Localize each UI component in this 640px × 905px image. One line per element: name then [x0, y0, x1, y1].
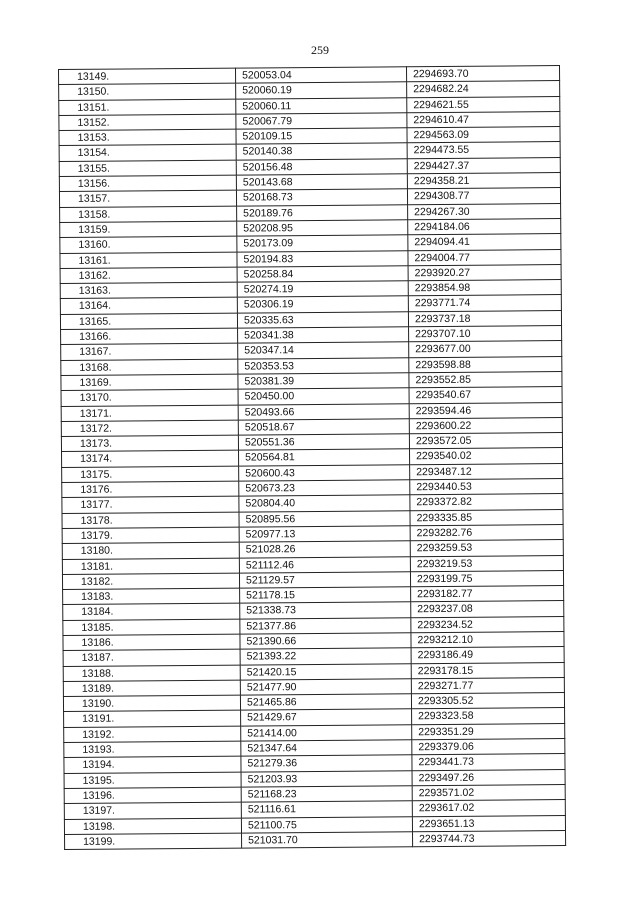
y-coordinate-cell: 2293441.73 — [412, 754, 565, 770]
x-coordinate-cell: 520189.76 — [237, 204, 408, 221]
x-coordinate-cell: 520208.95 — [237, 220, 408, 237]
x-coordinate-cell: 520804.40 — [239, 495, 410, 512]
y-coordinate-cell: 2294094.41 — [408, 234, 561, 250]
y-coordinate-cell: 2293744.73 — [413, 830, 566, 846]
point-id-cell: 13163. — [60, 282, 237, 299]
point-id-cell: 13172. — [61, 420, 238, 437]
y-coordinate-cell: 2293540.02 — [409, 448, 562, 464]
point-id-cell: 13195. — [64, 772, 241, 789]
point-id-cell: 13181. — [62, 558, 239, 575]
page-number: 259 — [311, 43, 329, 57]
point-id-cell: 13184. — [63, 603, 240, 620]
x-coordinate-cell: 521347.64 — [241, 740, 412, 757]
y-coordinate-cell: 2294473.55 — [407, 142, 560, 158]
x-coordinate-cell: 521377.86 — [240, 617, 411, 634]
x-coordinate-cell: 521338.73 — [240, 602, 411, 619]
x-coordinate-cell: 520143.68 — [236, 174, 407, 191]
point-id-cell: 13175. — [62, 466, 239, 483]
y-coordinate-cell: 2293737.18 — [408, 310, 561, 326]
point-id-cell: 13173. — [61, 435, 238, 452]
y-coordinate-cell: 2293617.02 — [412, 800, 565, 816]
point-id-cell: 13150. — [59, 83, 236, 100]
point-id-cell: 13198. — [64, 818, 241, 835]
y-coordinate-cell: 2293651.13 — [412, 815, 565, 831]
x-coordinate-cell: 520381.39 — [238, 373, 409, 390]
y-coordinate-cell: 2293178.15 — [411, 662, 564, 678]
x-coordinate-cell: 520067.79 — [236, 113, 407, 130]
point-id-cell: 13194. — [64, 756, 241, 773]
point-id-cell: 13197. — [64, 802, 241, 819]
point-id-cell: 13190. — [63, 695, 240, 712]
y-coordinate-cell: 2293259.53 — [410, 540, 563, 556]
point-id-cell: 13178. — [62, 512, 239, 529]
x-coordinate-cell: 521393.22 — [240, 648, 411, 665]
point-id-cell: 13191. — [64, 711, 241, 728]
x-coordinate-cell: 521203.93 — [241, 770, 412, 787]
y-coordinate-cell: 2293572.05 — [409, 433, 562, 449]
x-coordinate-cell: 521429.67 — [241, 709, 412, 726]
point-id-cell: 13151. — [59, 99, 236, 116]
y-coordinate-cell: 2294682.24 — [407, 81, 560, 97]
y-coordinate-cell: 2294308.77 — [407, 188, 560, 204]
point-id-cell: 13193. — [64, 741, 241, 758]
y-coordinate-cell: 2293219.53 — [410, 555, 563, 571]
y-coordinate-cell: 2293372.82 — [410, 494, 563, 510]
point-id-cell: 13169. — [61, 374, 238, 391]
point-id-cell: 13161. — [60, 252, 237, 269]
point-id-cell: 13189. — [63, 680, 240, 697]
y-coordinate-cell: 2293571.02 — [412, 784, 565, 800]
y-coordinate-cell: 2293487.12 — [410, 463, 563, 479]
y-coordinate-cell: 2294693.70 — [406, 66, 559, 82]
point-id-cell: 13188. — [63, 665, 240, 682]
y-coordinate-cell: 2293920.27 — [408, 264, 561, 280]
point-id-cell: 13196. — [64, 787, 241, 804]
x-coordinate-cell: 520109.15 — [236, 128, 407, 145]
y-coordinate-cell: 2293497.26 — [412, 769, 565, 785]
x-coordinate-cell: 521414.00 — [241, 725, 412, 742]
table-row — [65, 830, 566, 849]
y-coordinate-cell: 2293351.29 — [412, 723, 565, 739]
x-coordinate-cell: 521112.46 — [239, 556, 410, 573]
point-id-cell: 13199. — [65, 833, 242, 850]
point-id-cell: 13165. — [60, 313, 237, 330]
x-coordinate-cell: 521116.61 — [241, 801, 412, 818]
x-coordinate-cell: 520353.53 — [238, 357, 409, 374]
y-coordinate-cell: 2294427.37 — [407, 157, 560, 173]
y-coordinate-cell: 2293594.46 — [409, 402, 562, 418]
y-coordinate-cell: 2293323.58 — [412, 708, 565, 724]
point-id-cell: 13170. — [61, 389, 238, 406]
point-id-cell: 13152. — [59, 114, 236, 131]
y-coordinate-cell: 2294184.06 — [408, 219, 561, 235]
y-coordinate-cell: 2294610.47 — [407, 111, 560, 127]
y-coordinate-cell: 2294563.09 — [407, 127, 560, 143]
point-id-cell: 13166. — [61, 328, 238, 345]
x-coordinate-cell: 521279.36 — [241, 755, 412, 772]
x-coordinate-cell: 521465.86 — [240, 694, 411, 711]
y-coordinate-cell: 2293234.52 — [411, 616, 564, 632]
y-coordinate-cell: 2293598.88 — [409, 356, 562, 372]
x-coordinate-cell: 520518.67 — [238, 419, 409, 436]
x-coordinate-cell: 520564.81 — [239, 449, 410, 466]
y-coordinate-cell: 2293600.22 — [409, 417, 562, 433]
point-id-cell: 13176. — [62, 481, 239, 498]
point-id-cell: 13162. — [60, 267, 237, 284]
point-id-cell: 13160. — [60, 236, 237, 253]
y-coordinate-cell: 2294358.21 — [407, 173, 560, 189]
y-coordinate-cell: 2294621.55 — [407, 96, 560, 112]
x-coordinate-cell: 521477.90 — [240, 679, 411, 696]
x-coordinate-cell: 520060.11 — [236, 97, 407, 114]
x-coordinate-cell: 521028.26 — [239, 541, 410, 558]
y-coordinate-cell: 2293186.49 — [411, 647, 564, 663]
y-coordinate-cell: 2293440.53 — [410, 479, 563, 495]
point-id-cell: 13179. — [62, 527, 239, 544]
point-id-cell: 13192. — [64, 726, 241, 743]
x-coordinate-cell: 520140.38 — [236, 143, 407, 160]
x-coordinate-cell: 521100.75 — [241, 816, 412, 833]
x-coordinate-cell: 520673.23 — [239, 480, 410, 497]
point-id-cell: 13186. — [63, 634, 240, 651]
y-coordinate-cell: 2293677.00 — [409, 341, 562, 357]
x-coordinate-cell: 520173.09 — [237, 235, 408, 252]
y-coordinate-cell: 2294004.77 — [408, 249, 561, 265]
y-coordinate-cell: 2293237.08 — [411, 601, 564, 617]
x-coordinate-cell: 520600.43 — [239, 464, 410, 481]
point-id-cell: 13156. — [59, 175, 236, 192]
y-coordinate-cell: 2293182.77 — [411, 586, 564, 602]
point-id-cell: 13153. — [59, 129, 236, 146]
y-coordinate-cell: 2293271.77 — [411, 677, 564, 693]
x-coordinate-cell: 520156.48 — [236, 159, 407, 176]
x-coordinate-cell: 520347.14 — [238, 342, 409, 359]
y-coordinate-cell: 2293707.10 — [409, 326, 562, 342]
point-id-cell: 13168. — [61, 359, 238, 376]
point-id-cell: 13159. — [60, 221, 237, 238]
x-coordinate-cell: 520194.83 — [237, 250, 408, 267]
x-coordinate-cell: 520977.13 — [239, 526, 410, 543]
x-coordinate-cell: 520493.66 — [238, 403, 409, 420]
x-coordinate-cell: 521420.15 — [240, 663, 411, 680]
coordinate-table — [58, 65, 566, 850]
x-coordinate-cell: 520274.19 — [237, 281, 408, 298]
y-coordinate-cell: 2293854.98 — [408, 280, 561, 296]
x-coordinate-cell: 520258.84 — [237, 266, 408, 283]
x-coordinate-cell: 520168.73 — [236, 189, 407, 206]
point-id-cell: 13167. — [61, 343, 238, 360]
x-coordinate-cell: 520060.19 — [236, 82, 407, 99]
point-id-cell: 13158. — [60, 206, 237, 223]
y-coordinate-cell: 2293771.74 — [408, 295, 561, 311]
x-coordinate-cell: 520895.56 — [239, 510, 410, 527]
x-coordinate-cell: 521178.15 — [240, 587, 411, 604]
x-coordinate-cell: 520450.00 — [238, 388, 409, 405]
y-coordinate-cell: 2293212.10 — [411, 632, 564, 648]
y-coordinate-cell: 2293199.75 — [410, 570, 563, 586]
x-coordinate-cell: 520551.36 — [238, 434, 409, 451]
x-coordinate-cell: 520341.38 — [238, 327, 409, 344]
y-coordinate-cell: 2293335.85 — [410, 509, 563, 525]
point-id-cell: 13174. — [62, 451, 239, 468]
y-coordinate-cell: 2293379.06 — [412, 739, 565, 755]
y-coordinate-cell: 2293305.52 — [411, 693, 564, 709]
y-coordinate-cell: 2293540.67 — [409, 387, 562, 403]
x-coordinate-cell: 521031.70 — [242, 832, 413, 849]
point-id-cell: 13149. — [59, 68, 236, 85]
point-id-cell: 13183. — [63, 588, 240, 605]
point-id-cell: 13182. — [62, 573, 239, 590]
point-id-cell: 13187. — [63, 649, 240, 666]
y-coordinate-cell: 2293552.85 — [409, 371, 562, 387]
point-id-cell: 13185. — [63, 619, 240, 636]
y-coordinate-cell: 2294267.30 — [408, 203, 561, 219]
point-id-cell: 13177. — [62, 496, 239, 513]
x-coordinate-cell: 521129.57 — [239, 572, 410, 589]
coordinate-table-body — [59, 66, 566, 850]
point-id-cell: 13157. — [59, 190, 236, 207]
x-coordinate-cell: 520335.63 — [237, 312, 408, 329]
x-coordinate-cell: 521390.66 — [240, 633, 411, 650]
x-coordinate-cell: 520306.19 — [237, 296, 408, 313]
point-id-cell: 13155. — [59, 160, 236, 177]
point-id-cell: 13180. — [62, 542, 239, 559]
x-coordinate-cell: 520053.04 — [235, 67, 406, 84]
point-id-cell: 13154. — [59, 145, 236, 162]
point-id-cell: 13171. — [61, 405, 238, 422]
y-coordinate-cell: 2293282.76 — [410, 524, 563, 540]
point-id-cell: 13164. — [60, 298, 237, 315]
x-coordinate-cell: 521168.23 — [241, 786, 412, 803]
